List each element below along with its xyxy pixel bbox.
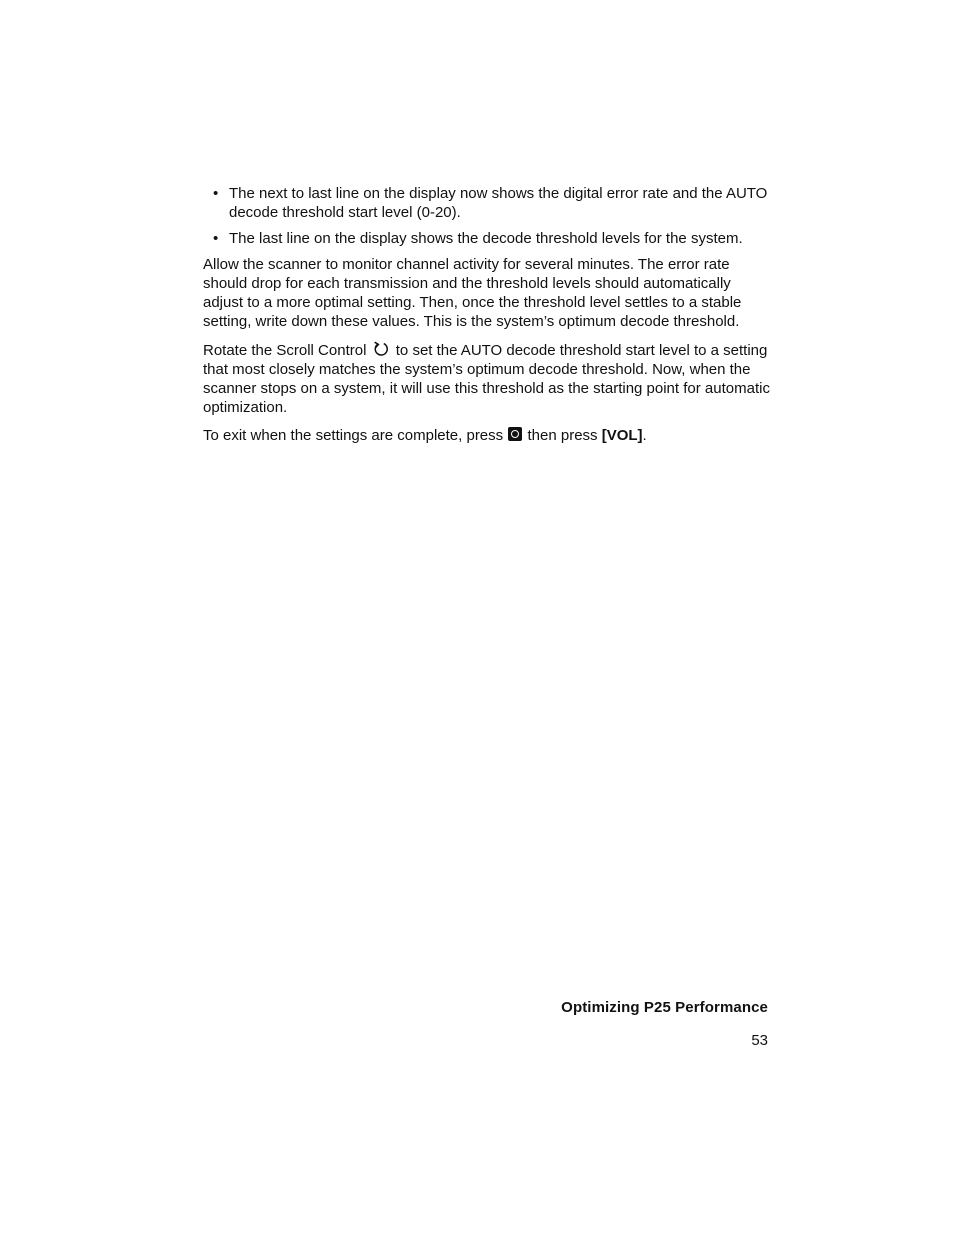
paragraph-exit [203, 426, 771, 445]
paragraph-rotate-lead: Rotate the Scroll Control [203, 342, 367, 359]
bullet-text: The last line on the display shows the decode threshold levels for the system. [229, 230, 743, 247]
function-key-icon [508, 427, 522, 441]
bullet-item [203, 184, 771, 222]
bullet-dot: • [213, 185, 219, 202]
vol-key-label: [VOL] [601, 427, 643, 444]
paragraph-exit-end: . [642, 427, 647, 444]
paragraph-rotate [203, 340, 771, 417]
page-number: 53 [751, 1032, 768, 1049]
bullet-item [203, 229, 771, 248]
paragraph-rotate-rest: to set the AUTO decode threshold start level to a setting that most closely matches the system’s optimum decode threshold. Now, when the scanner stops on a system, it will use this threshold as the starting point for automatic optimization. [203, 342, 770, 416]
bullet-list [203, 184, 771, 248]
paragraph-exit-middle: then press [527, 427, 598, 444]
scroll-control-icon [372, 340, 390, 358]
paragraph-exit-lead: To exit when the settings are complete, press [203, 427, 504, 444]
page-content [203, 184, 771, 454]
paragraph-monitor: Allow the scanner to monitor channel activity for several minutes. The error rate should drop for each transmission and the threshold levels should automatically adjust to a more optimal setting. Then, once the threshold level settles to a stable setting, write down these values. This is the system’s optimum decode threshold. [203, 256, 742, 330]
bullet-text: The next to last line on the display now shows the digital error rate and the AUTO decode threshold start level (0-20). [229, 185, 768, 221]
footer-section-title: Optimizing P25 Performance [561, 999, 768, 1016]
bullet-dot: • [213, 230, 219, 247]
